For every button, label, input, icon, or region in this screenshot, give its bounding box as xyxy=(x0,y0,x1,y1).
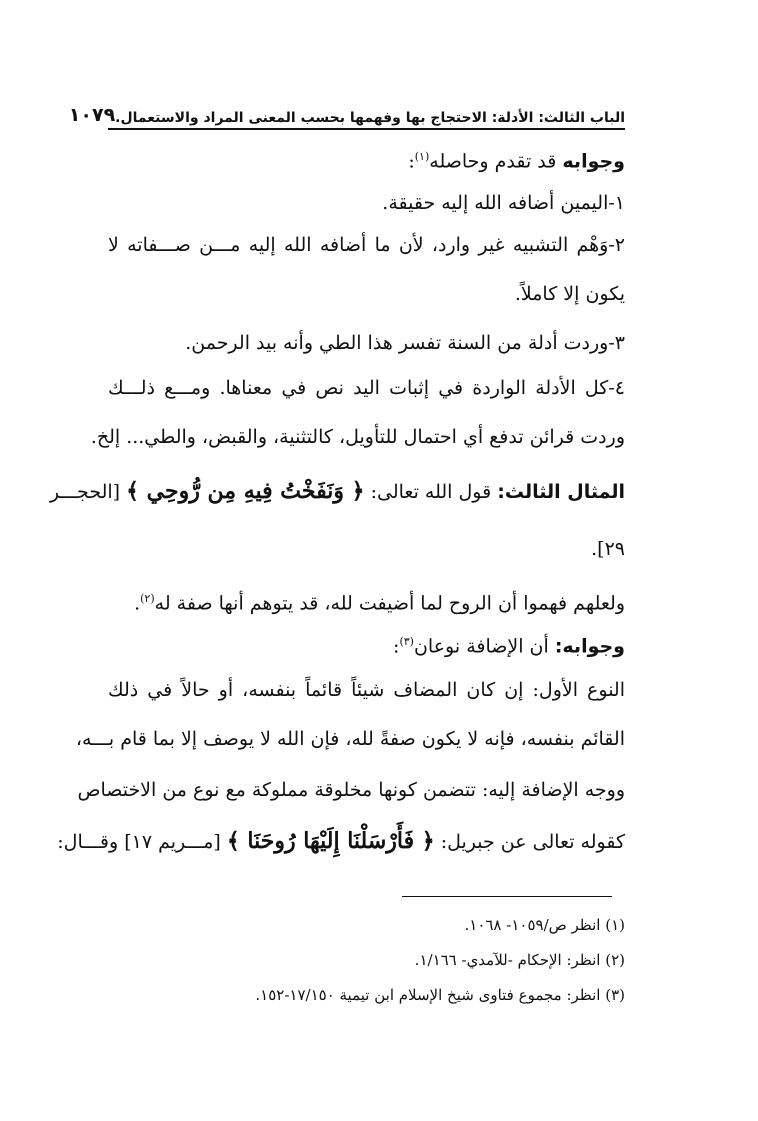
quran-verse: ﴿ فَأَرْسَلْنَا إِلَيْهَا رُوحَنَا ﴾ xyxy=(226,828,435,854)
paragraph-line: ٣-وردت أدلة من السنة تفسر هذا الطي وأنه بيد الرحمن. xyxy=(185,332,625,354)
paragraph-line: وردت قرائن تدفع أي احتمال للتأويل، كالتثنية، والقبض، والطي... إلخ. xyxy=(90,426,625,448)
quran-verse: ﴿ وَنَفَخْتُ فِيهِ مِن رُّوحِي ﴾ xyxy=(126,478,365,504)
paragraph-line: ١-اليمين أضافه الله إليه حقيقة. xyxy=(382,192,625,214)
paragraph-line: وجوابه: أن الإضافة نوعان$^{(٣)}$: xyxy=(393,635,625,658)
footnote: (٢) انظر: الإحكام -للآمدي- ١/١٦٦. xyxy=(414,951,625,969)
paragraph-line: وجوابه قد تقدم وحاصله$^{(١)}$: xyxy=(408,150,625,173)
running-header xyxy=(68,100,625,126)
footnote-divider xyxy=(402,896,612,897)
paragraph-line: ٢٩]. xyxy=(591,538,625,560)
paragraph-line: كقوله تعالى عن جبريل: ﴿ فَأَرْسَلْنَا إِلَيْهَا رُوحَنَا ﴾ [مـــريم ١٧] وقـــال: xyxy=(57,828,625,854)
page-number: ١٠٧٩ xyxy=(68,104,116,126)
footnote-ref: (١) xyxy=(414,150,430,163)
paragraph-line: ولعلهم فهموا أن الروح لما أضيفت لله، قد يتوهم أنها صفة له$^{(٢)}$. xyxy=(134,592,625,615)
footnote: (١) انظر ص/١٠٥٩- ١٠٦٨. xyxy=(464,916,625,934)
paragraph-line: المثال الثالث: قول الله تعالى: ﴿ وَنَفَخْتُ فِيهِ مِن رُّوحِي ﴾ [الحجـــر xyxy=(49,478,625,504)
footnote-ref: (٢) xyxy=(140,592,155,605)
paragraph-line: القائم بنفسه، فإنه لا يكون صفةً لله، فإن الله لا يوصف إلا بما قام بـــه، xyxy=(75,728,625,750)
footnote: (٣) انظر: مجموع فتاوى شيخ الإسلام ابن تيمية ١٧/١٥٠-١٥٢. xyxy=(255,986,625,1004)
paragraph-line: يكون إلا كاملاً. xyxy=(514,283,625,305)
paragraph-line: ووجه الإضافة إليه: تتضمن كونها مخلوقة مملوكة مع نوع من الاختصاص xyxy=(77,779,625,801)
header-divider xyxy=(108,128,625,130)
paragraph-line: ٤-كل الأدلة الواردة في إثبات اليد نص في معناها. ومـــع ذلـــك xyxy=(108,377,625,399)
chapter-title: الباب الثالث: الأدلة: الاحتجاج بها وفهمها بحسب المعنى المراد والاستعمال. xyxy=(115,110,625,126)
paragraph-line: النوع الأول: إن كان المضاف شيئاً قائماً بنفسه، أو حالاً في ذلك xyxy=(108,679,625,701)
paragraph-line: ٢-وَهْم التشبيه غير وارد، لأن ما أضافه الله إليه مـــن صـــفاته لا xyxy=(108,234,625,256)
footnote-ref: (٣) xyxy=(399,635,414,648)
